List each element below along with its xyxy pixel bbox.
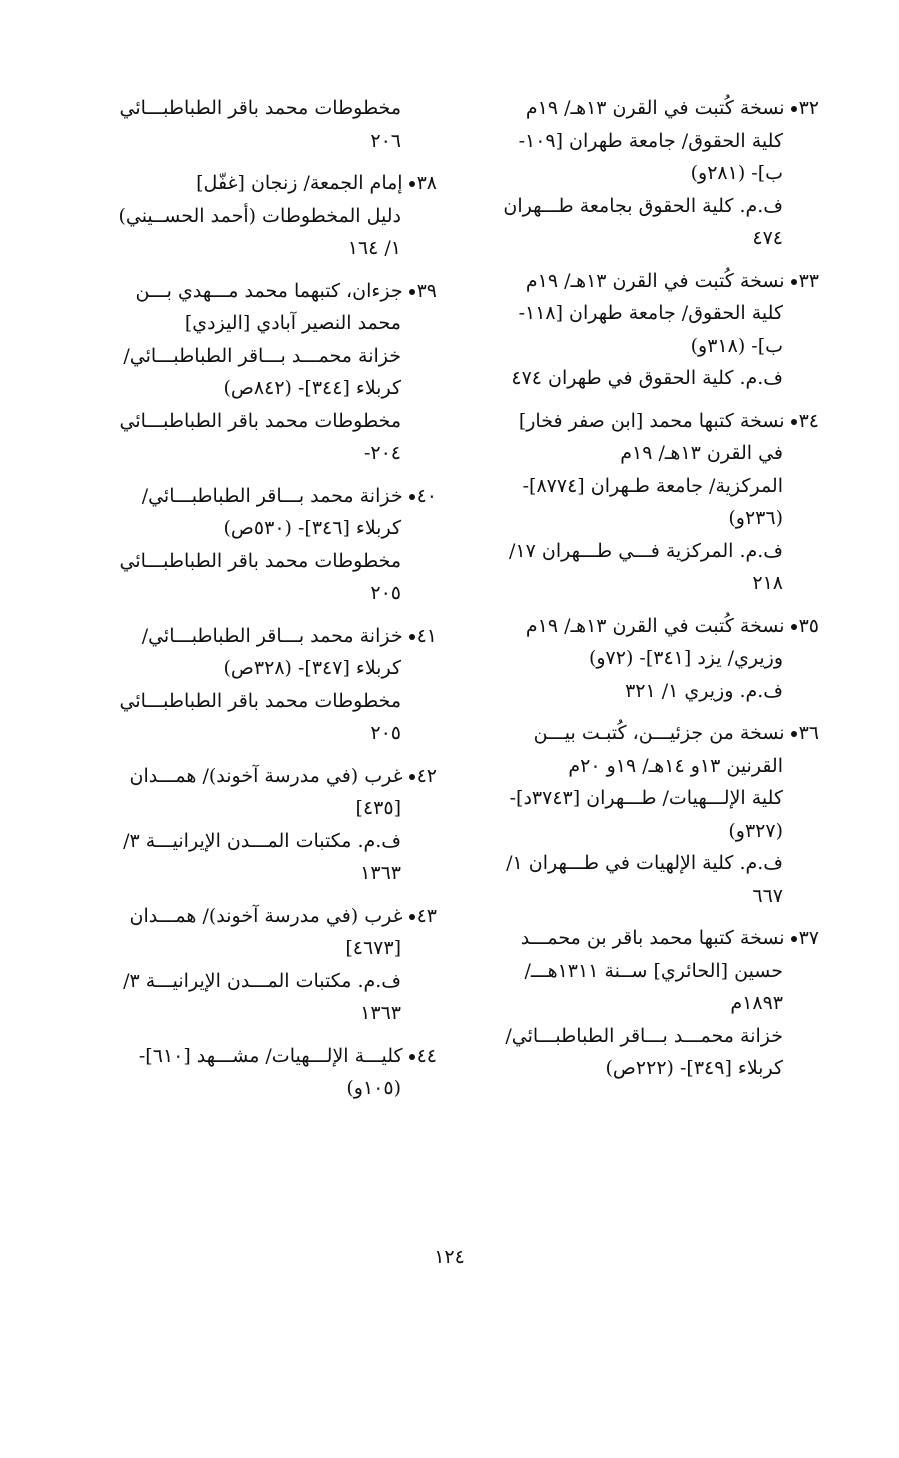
entry-line-text: نسخة من جزئيـــن، كُتبـت بيـــن <box>533 722 785 744</box>
entry-line-text: جزءان، كتبهما محمد مـــهدي بـــن <box>135 279 403 302</box>
entry-heading-line <box>87 900 437 933</box>
entry-heading-line <box>87 167 437 200</box>
manuscript-entry <box>469 717 819 912</box>
entry-line: ٢٠٦ <box>370 129 401 152</box>
entry-line: ٢٠٥ <box>370 722 401 744</box>
entry-line: كلية الحقوق/ جامعة طهران [١١٨- <box>518 302 783 324</box>
entry-line: كلية الإلـــهيات/ طـــهران [٣٧٤٣د]- <box>509 787 783 809</box>
manuscript-entry <box>469 610 819 708</box>
entry-number: ٣٧ <box>798 927 819 949</box>
bullet-icon <box>791 936 797 942</box>
manuscript-entry <box>469 922 819 1085</box>
entry-line: ١٣٦٣ <box>360 862 401 884</box>
entry-line-text: نسخة كتبها محمد [ابن صفر فخار] <box>518 409 785 432</box>
bullet-icon <box>409 289 415 295</box>
entry-line: (٣٢٧و) <box>728 819 783 842</box>
entry-line: ١/ ١٦٤ <box>347 237 401 259</box>
entry-line-text: خزانة محمد بـــاقر الطباطبـــائي/ <box>141 624 403 647</box>
entry-line: خزانة محمـــد بـــاقر الطباطبـــائي/ <box>123 344 401 367</box>
entry-line-text: غرب (في مدرسة آخوند)/ همـــدان <box>129 904 403 927</box>
entry-heading-line <box>469 717 819 750</box>
entry-line: كربلاء [٣٤٦]- (٥٣٠ص) <box>223 517 401 539</box>
manuscript-entry <box>87 760 437 890</box>
entry-number: ٤٤ <box>416 1044 437 1067</box>
entry-line-text: نسخة كُتبت في القرن ١٣هـ/ ١٩م <box>525 269 785 292</box>
entry-line: (١٠٥و) <box>346 1077 401 1099</box>
entry-number: ٣٤ <box>798 409 819 432</box>
entry-number: ٣٥ <box>798 614 819 637</box>
entry-heading-line <box>87 480 437 513</box>
entry-line: ف.م. وزيري ١/ ٣٢١ <box>625 679 783 702</box>
manuscript-entry <box>87 275 437 470</box>
entry-line: في القرن ١٣هـ/ ١٩م <box>620 442 783 464</box>
entry-line: وزيري/ يزد [٣٤١]- (٧٢و) <box>588 647 783 669</box>
entry-heading-line <box>469 92 819 125</box>
bullet-icon <box>791 106 797 112</box>
entry-line-text: نسخة كُتبت في القرن ١٣هـ/ ١٩م <box>525 97 785 119</box>
entry-line: ٢٠٥ <box>370 582 401 604</box>
entry-line: القرنين ١٣و ١٤هـ/ ١٩و ٢٠م <box>568 754 783 777</box>
entry-line: ٤٧٤ <box>752 227 783 249</box>
entry-line: كلية الحقوق/ جامعة طهران [١٠٩- <box>518 129 783 152</box>
bullet-icon <box>409 181 415 187</box>
entry-line-text: نسخة كتبها محمد باقر بن محمـــد <box>520 927 785 949</box>
bullet-icon <box>791 624 797 630</box>
bullet-icon <box>409 494 415 500</box>
entry-line: حسين [الحائري] ســنة ١٣١١هـــ/ <box>524 959 783 982</box>
entry-line: كربلاء [٣٤٩]- (٢٢٢ص) <box>605 1057 783 1079</box>
entry-heading-line <box>87 1040 437 1073</box>
entry-heading-line <box>87 620 437 653</box>
entry-line: ف.م. المركزية فـــي طـــهران ١٧/ <box>509 539 783 562</box>
entry-line: ب]- (٣١٨و) <box>690 334 783 357</box>
entry-number: ٤١ <box>416 624 437 647</box>
bullet-icon <box>409 774 415 780</box>
entry-number: ٤٠ <box>416 484 437 507</box>
bullet-icon <box>409 634 415 640</box>
entry-line: (٢٣٦و) <box>728 507 783 529</box>
manuscript-entry <box>469 92 819 255</box>
entry-line: ف.م. مكتبات المـــدن الإيرانيـــة ٣/ <box>123 829 401 852</box>
entry-number: ٤٣ <box>416 904 437 927</box>
manuscript-entry <box>87 1040 437 1105</box>
entry-line: مخطوطات محمد باقر الطباطبـــائي <box>119 97 401 119</box>
entry-line-text: خزانة محمد بـــاقر الطباطبـــائي/ <box>141 484 403 507</box>
bullet-icon <box>791 419 797 425</box>
entry-number: ٤٢ <box>416 764 437 787</box>
bullet-icon <box>791 731 797 737</box>
entry-line: مخطوطات محمد باقر الطباطبـــائي <box>119 549 401 572</box>
bullet-icon <box>791 279 797 285</box>
manuscript-entry <box>87 480 437 610</box>
entry-line: ٦٦٧ <box>752 884 783 907</box>
left-column <box>87 92 437 1115</box>
entry-line: ف.م. مكتبات المـــدن الإيرانيـــة ٣/ <box>123 969 401 992</box>
entry-number: ٣٢ <box>798 97 819 119</box>
entry-line: ٢٠٤- <box>363 442 401 464</box>
entry-line: ١٨٩٣م <box>730 992 783 1014</box>
entry-line: [٤٣٥] <box>355 797 401 819</box>
entry-heading-line <box>469 405 819 438</box>
entry-number: ٣٣ <box>798 269 819 292</box>
entry-line-text: إمام الجمعة/ زنجان [غفّل] <box>196 172 403 194</box>
entry-line: ف.م. كلية الحقوق بجامعة طـــهران <box>503 194 783 217</box>
entry-line: كربلاء [٣٤٧]- (٣٢٨ص) <box>223 657 401 679</box>
entry-line: خزانة محمـــد بـــاقر الطباطبـــائي/ <box>505 1024 783 1047</box>
entry-line: مخطوطات محمد باقر الطباطبـــائي <box>119 409 401 432</box>
entry-heading-line <box>87 760 437 793</box>
entry-heading-line <box>87 275 437 308</box>
bullet-icon <box>409 914 415 920</box>
entry-line: المركزية/ جامعة طـهران [٨٧٧٤]- <box>522 474 783 497</box>
entry-heading-line <box>469 610 819 643</box>
entry-line-text: كليـــة الإلـــهيات/ مشـــهد [٦١٠]- <box>138 1044 403 1067</box>
entry-line: دليل المخطوطات (أحمد الحســيني) <box>118 204 401 227</box>
entry-number: ٣٩ <box>416 279 437 302</box>
entry-line: كربلاء [٣٤٤]- (٨٤٢ص) <box>223 377 401 399</box>
entry-line: ١٣٦٣ <box>360 1002 401 1024</box>
right-column <box>469 92 819 1095</box>
entry-line: ف.م. كلية الإلهيات في طـــهران ١/ <box>506 852 783 874</box>
manuscript-entry <box>87 92 437 157</box>
entry-line-text: نسخة كُتبت في القرن ١٣هـ/ ١٩م <box>525 614 785 637</box>
manuscript-entry <box>87 620 437 750</box>
entry-line: ٢١٨ <box>752 572 783 594</box>
manuscript-entry <box>87 167 437 265</box>
entry-heading-line <box>469 265 819 298</box>
bullet-icon <box>409 1054 415 1060</box>
manuscript-entry <box>469 405 819 600</box>
entry-line: ف.م. كلية الحقوق في طهران ٤٧٤ <box>511 367 783 389</box>
entry-number: ٣٦ <box>798 722 819 744</box>
entry-line: محمد النصير آبادي [اليزدي] <box>184 312 401 334</box>
manuscript-entry <box>469 265 819 395</box>
entry-line: ب]- (٢٨١و) <box>690 162 783 184</box>
entry-line-text: غرب (في مدرسة آخوند)/ همـــدان <box>129 764 403 787</box>
entry-heading-line <box>469 922 819 955</box>
entry-number: ٣٨ <box>416 172 437 194</box>
entry-line: مخطوطات محمد باقر الطباطبـــائي <box>119 689 401 712</box>
page-number: ١٢٤ <box>434 1246 465 1268</box>
entry-line: [٤٦٧٣] <box>345 937 401 959</box>
manuscript-entry <box>87 900 437 1030</box>
